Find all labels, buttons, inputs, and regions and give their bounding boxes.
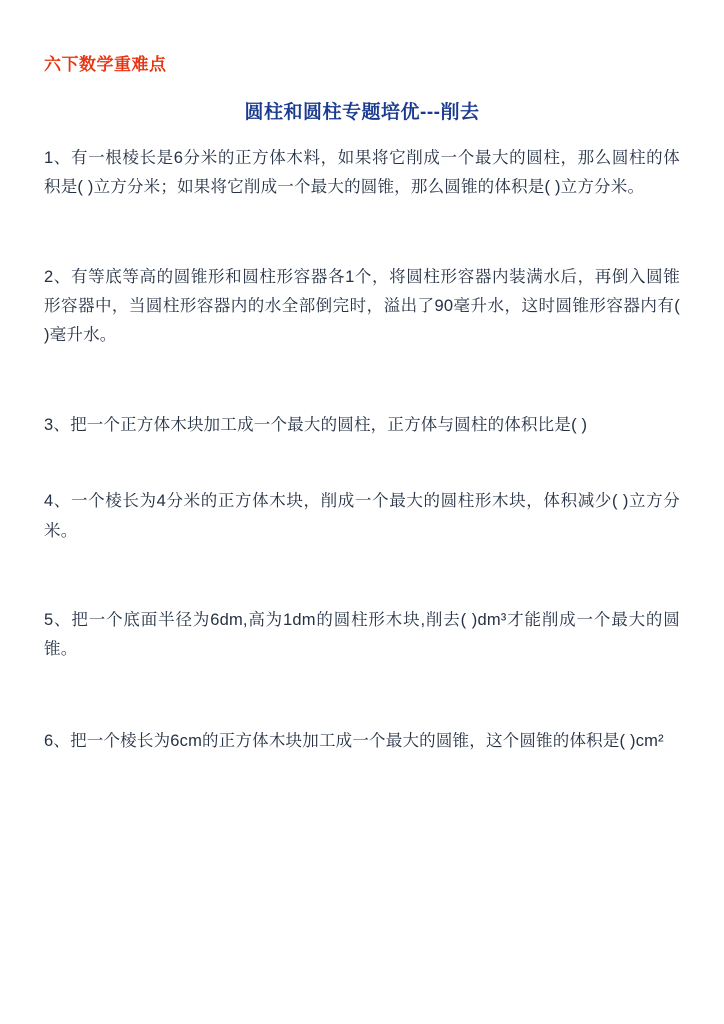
question-item: 1、有一根棱长是6分米的正方体木料，如果将它削成一个最大的圆柱，那么圆柱的体积是( )立方分米；如果将它削成一个最大的圆锥，那么圆锥的体积是( )立方分米。: [44, 149, 680, 197]
question-item: 3、把一个正方体木块加工成一个最大的圆柱，正方体与圆柱的体积比是( ): [44, 415, 588, 434]
question-item: 5、把一个底面半径为6dm,高为1dm的圆柱形木块,削去( )dm³才能削成一个最大的圆锥。: [44, 610, 680, 659]
question-item: 4、一个棱长为4分米的正方体木块，削成一个最大的圆柱形木块，体积减少( )立方分米。: [44, 492, 680, 540]
question-list: [44, 144, 680, 756]
header-tag: 六下数学重难点: [44, 55, 167, 74]
page-title: 圆柱和圆柱专题培优---削去: [244, 102, 480, 123]
question-item: 6、把一个棱长为6cm的正方体木块加工成一个最大的圆锥，这个圆锥的体积是( )cm²: [44, 731, 664, 750]
question-item: 2、有等底等高的圆锥形和圆柱形容器各1个，将圆柱形容器内装满水后，再倒入圆锥形容器中，当圆柱形容器内的水全部倒完时，溢出了90毫升水，这时圆锥形容器内有( )毫升水。: [44, 267, 680, 345]
